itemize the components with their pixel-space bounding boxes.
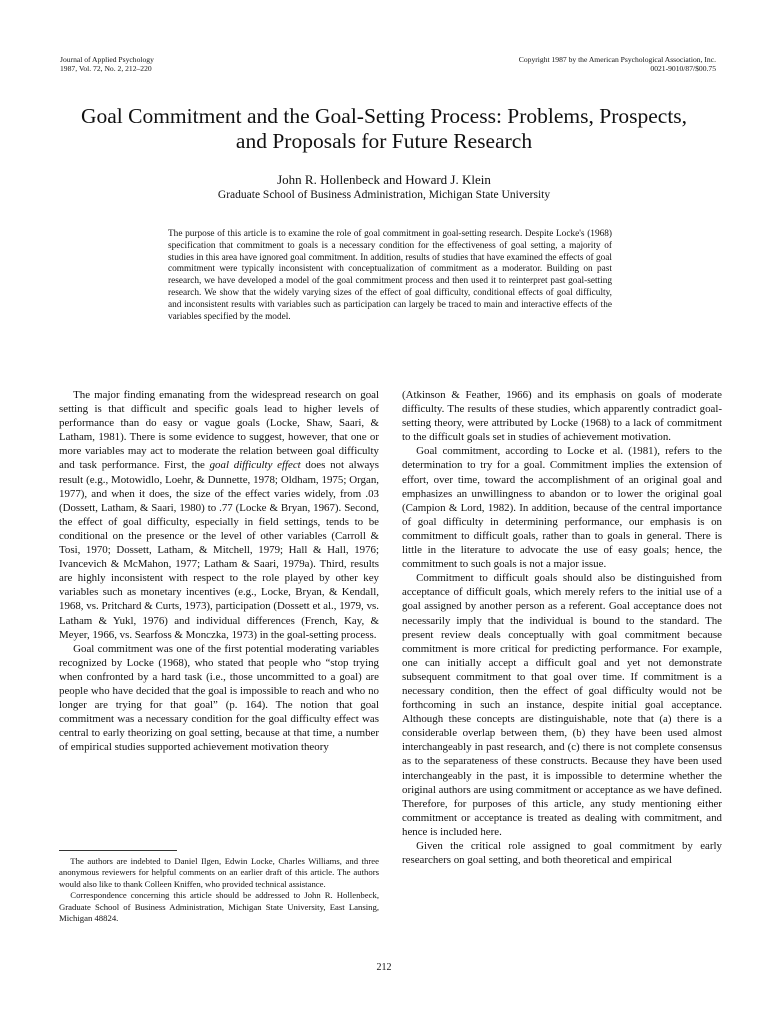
body-paragraph [59, 388, 379, 642]
emphasized-term: goal difficulty effect [209, 459, 301, 472]
title-line-1: Goal Commitment and the Goal-Setting Process: Problems, Prospects, [80, 104, 688, 128]
copyright-notice [519, 56, 716, 73]
title-line-2: and Proposals for Future Research [235, 129, 533, 153]
author-affiliation: Graduate School of Business Administration, Michigan State University [217, 189, 551, 201]
body-text: does not always result (e.g., Motowidlo, Loehr, & Dunnette, 1978; Oldham, 1975; Organ, 1977), and when it does, the size of the effect varies widely, from .03 (Dossett, Latham, & Saari, 1980) to .77 (Locke & Bryan, 1967). Second, the effect of goal difficulty, especially in field settings, tends to be conditional on the presence or the level of other variables (Carroll & Tosi, 1970; Dossett, Latham, & Mitchell, 1979; Hall & Hall, 1976; Ivancevich & McMahon, 1977; Latham & Saari, 1979a). Third, results are highly inconsistent with respect to the role played by other key variables such as monetary incentives (e.g., Locke, Bryan, & Kendall, 1968, vs. Pritchard & Curts, 1973), participation (Dossett et al., 1979, vs. Latham & Yukl, 1976) and individual differences (French, Kay, & Meyer, 1966, vs. Searfoss & Monczka, 1973) in the goal-setting process. [59, 459, 379, 641]
journal-citation [60, 56, 154, 73]
footnote-correspondence: Correspondence concerning this article should be addressed to John R. Hollenbeck, Graduate School of Business Administration, Michigan State University, East Lansing, Michigan 48824. [59, 890, 379, 924]
body-paragraph: Commitment to difficult goals should also be distinguished from acceptance of difficult goals, which merely refers to the initial use of a goal assigned by another person as a referent. Goal acceptance does not necessarily imply that the individual is bound to the standard. The present review deals conceptually with goal commitment because commitment is more critical for predicting performance. For example, one can initially accept a difficult goal and yet not demonstrate subsequent commitment to that goal over time. If commitment is a necessary condition, then the effect of goal difficulty would not be forthcoming in such an instance, despite initial goal acceptance. Although these concepts are distinguishable, note that (a) there is a considerable overlap between them, (b) they have been used almost interchangeably in past research, and (c) there is not complete consensus as to the separateness of these constructs. Because they have been used interchangeably in the past, it is impossible to determine whether the original authors are using commitment or acceptance as we have defined. Therefore, for purposes of this article, any study mentioning either commitment or acceptance is treated as dealing with commitment, and hence is included here. [402, 572, 722, 838]
body-paragraph: (Atkinson & Feather, 1966) and its emphasis on goals of moderate difficulty. The results of these studies, which apparently contradict goal-setting theory, were attributed by Locke (1968) to a lack of commitment to the difficult goals set in studies of achievement motivation. [402, 389, 722, 444]
body-paragraph: Goal commitment was one of the first potential moderating variables recognized by Locke (1968), who stated that people who “stop trying when confronted by a hard task (i.e., those uncommitted to a goal) are people who have decided that the goal is impossible to reach and who no longer are trying for that goal” (p. 164). The notion that goal commitment was a necessary condition for the goal difficulty effect was central to early theorizing on goal setting, because at that time, a number of empirical studies supported achievement motivation theory [59, 642, 379, 754]
body-paragraph: Given the critical role assigned to goal commitment by early researchers on goal setting, and both theoretical and empirical [402, 840, 722, 867]
journal-volume: 1987, Vol. 72, No. 2, 212–220 [60, 63, 152, 73]
author-names: John R. Hollenbeck and Howard J. Klein [277, 172, 491, 187]
abstract: The purpose of this article is to examine the role of goal commitment in goal-setting research. Despite Locke's (1968) specification that commitment to goals is a necessary condition for the effectiveness of goal setting, a majority of studies in this area have ignored goal commitment. In addition, results of studies that have examined the effects of goal commitment were typically inconsistent with conceptualization of commitment as a moderator. Building on past research, we have developed a model of the goal commitment process and then used it to reinterpret past goal-setting research. We show that the widely varying sizes of the effect of goal difficulty, conditional effects of goal difficulty, and inconsistent results with variables such as participation can largely be traced to main and interactive effects of the variables specified by the model. [168, 229, 612, 322]
body-text: The major finding emanating from the widespread research on goal setting is that difficult and specific goals lead to higher levels of performance than do easy or vague goals (Locke, Shaw, Saari, & Latham, 1981). There is some evidence to suggest, however, that one or more variables may act to moderate the relation between goal difficulty and task performance. First, the [59, 389, 379, 472]
journal-name: Journal of Applied Psychology [60, 55, 154, 64]
body-column-left [59, 388, 379, 754]
page-number: 212 [376, 962, 392, 973]
footnote-acknowledgment: The authors are indebted to Daniel Ilgen, Edwin Locke, Charles Williams, and three anonymous reviewers for helpful comments on an earlier draft of this article. The authors would also like to thank Colleen Kniffen, who provided technical assistance. [59, 856, 379, 889]
article-title [40, 104, 728, 154]
body-column-right [402, 388, 722, 867]
footnotes [59, 856, 379, 924]
footnote-divider [59, 850, 177, 851]
issn-line: 0021-9010/87/$00.75 [650, 63, 716, 73]
copyright-line: Copyright 1987 by the American Psychological Association, Inc. [518, 55, 716, 64]
body-paragraph: Goal commitment, according to Locke et al. (1981), refers to the determination to try for a goal. Commitment implies the extension of effort, over time, toward the accomplishment of an original goal and emphasizes an unwillingness to abandon or to lower the original goal (Campion & Lord, 1982). In addition, because of the central importance of goal difficulty in determining performance, our emphasis is on commitment to difficult goals, rather than to goals in general. There is little in the literature to advocate the use of easy goals; hence, the commitment to such goals is not a major issue. [402, 445, 722, 571]
